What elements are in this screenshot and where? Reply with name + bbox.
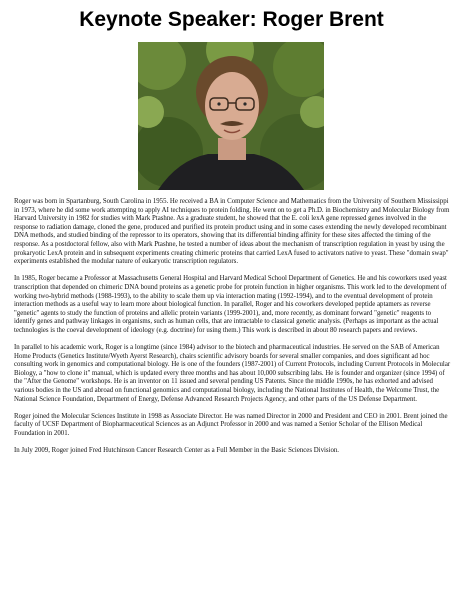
bio-paragraph-5: In July 2009, Roger joined Fred Hutchinson Cancer Research Center as a Full Member in the Basic Sciences Division. <box>14 447 340 455</box>
bio-paragraph-2: In 1985, Roger became a Professor at Massachusetts General Hospital and Harvard Medical School Department of Genetics. He and his coworkers used yeast transcription that depended on chimeric DNA bound proteins as a genetic probe for protein function in higher organisms. This work led to the development of working two-hybrid methods (1988-1993), to the ability to scale them up via interaction mating (1992-1994), and to the eventual development of protein interaction methods as a useful way to learn more about biological function. In parallel, Roger and his coworkers developed peptide aptamers as reverse "genetic" agents to study the function of proteins and allelic protein variants (1999-2001), and, more recently, as dominant forward "genetic" reagents to identify genes and pathway linkages in organisms, such as human cells, that are intractable to classical genetic analysis. (Perhaps as important as the actual technologies is the coeval development of ideology (e.g. doctrine) for using them.) This work is described in about 80 research papers and reviews. <box>14 275 447 334</box>
bio-paragraph-1: Roger was born in Spartanburg, South Carolina in 1955. He received a BA in Computer Science and Mathematics from the University of Southern Mississippi in 1973, where he did some work attempting to apply AI techniques to protein folding. He went on to get a Ph.D. in Biochemistry and Molecular Biology from Harvard University in 1982 for studies with Mark Ptashne. As a graduate student, he showed that the E. coli lexA gene repressed genes involved in the response to radiation damage, cloned the gene, produced and purified its protein product using and in some cases extending the newly developed recombinant DNA methods, and studied binding of the repressor to its operators, showing that its differential binding affinity for these sites affected the timing of the response. As a postdoctoral fellow, also with Mark Ptashne, he tested a number of ideas about the mechanism of transcription regulation in yeast by using the prokaryotic LexA protein and in subsequent experiments creating chimeric proteins that carried LexA fused to activators native to yeast. These "domain swap" experiments established the modular nature of eukaryotic transcription regulators. <box>14 198 450 266</box>
bio-paragraph-4: Roger joined the Molecular Sciences Institute in 1998 as Associate Director. He was named Director in 2000 and President and CEO in 2001. Brent joined the faculty of UCSF Department of Biopharmaceutical Sciences as an Adjunct Professor in 2000 and was named a Senior Scholar of the Ellison Medical Foundation in 2001. <box>14 412 448 438</box>
page-title: Keynote Speaker: Roger Brent <box>79 8 384 31</box>
speaker-photo <box>138 42 324 190</box>
biography <box>14 198 451 464</box>
bio-paragraph-3: In parallel to his academic work, Roger is a longtime (since 1984) advisor to the biotech and pharmaceutical industries. He served on the SAB of American Home Products (Genetics Institute/Wyeth Ayerst Research), chairs scientific advisory boards for several smaller companies, and does significant ad hoc consulting work in genomics and computational biology. He is one of the founders (1987-2001) of Current Protocols, including Current Protocols in Molecular Biology, a "how to clone it" manual, which is updated every three months and has about 10,000 subscribing labs. He is founder and organizer (since 1994) of the "After the Genome" workshops. He is an inventor on 11 issued and several pending US Patents. Since the middle 1990s, he has exhorted and advised various bodies in the US and abroad on functional genomics and computational biology, including the National Institutes of Health, the Welcome Trust, the National Science Foundation, Department of Energy, Defense Advanced Research Projects Agency, and other parts of the US Defense Department. <box>14 344 451 403</box>
